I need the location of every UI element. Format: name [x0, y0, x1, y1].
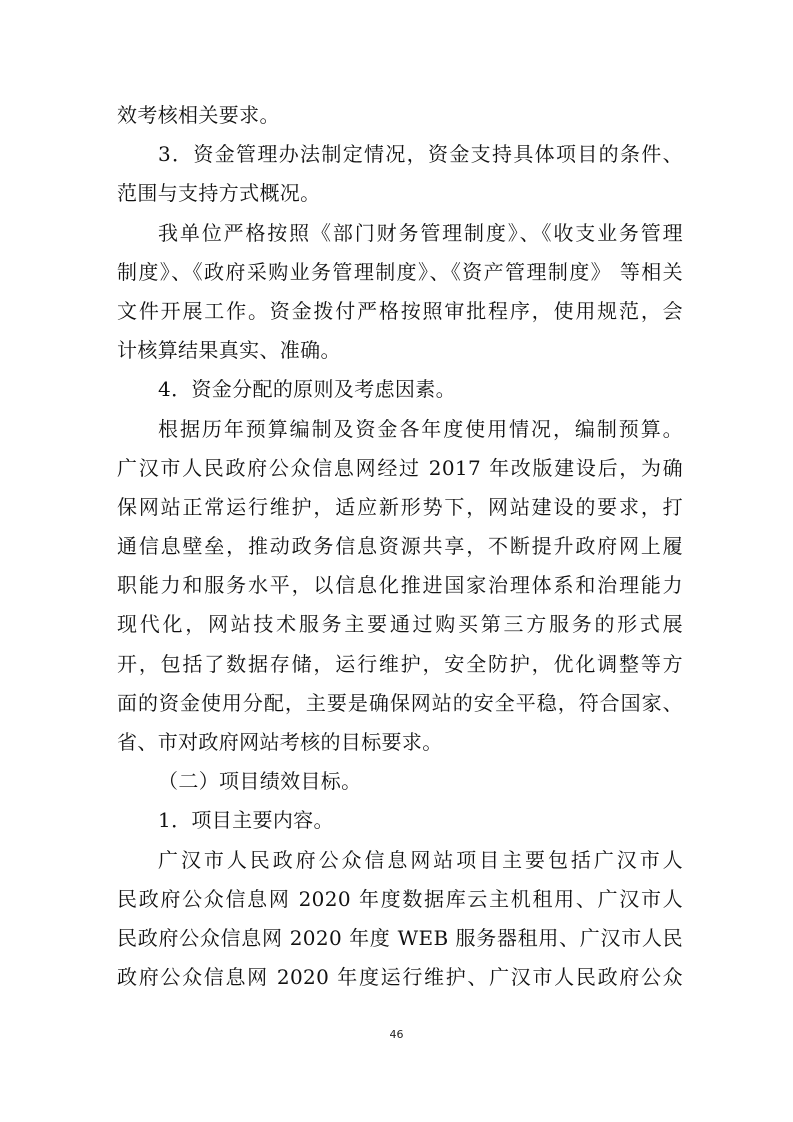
- text-line: 保网站正常运行维护，适应新形势下，网站建设的要求，打: [117, 494, 683, 519]
- text-line: 开，包括了数据存储，运行维护，安全防护，优化调整等方: [117, 651, 683, 676]
- text-line: 职能力和服务水平，以信息化推进国家治理体系和治理能力: [117, 573, 683, 598]
- text-line: 广汉市人民政府公众信息网经过 2017 年改版建设后，为确: [117, 455, 683, 480]
- text-line: 面的资金使用分配，主要是确保网站的安全平稳，符合国家、: [117, 690, 683, 715]
- text-line: （二）项目绩效目标。: [158, 769, 362, 794]
- text-line: 省、市对政府网站考核的目标要求。: [117, 730, 443, 754]
- text-line: 根据历年预算编制及资金各年度使用情况，编制预算。: [158, 416, 683, 441]
- text-line: 民政府公众信息网 2020 年度 WEB 服务器租用、广汉市人民: [117, 925, 683, 950]
- text-line: 我单位严格按照《部门财务管理制度》、《收支业务管理: [158, 220, 683, 245]
- text-line: 现代化，网站技术服务主要通过购买第三方服务的形式展: [117, 612, 683, 637]
- text-line: 效考核相关要求。: [117, 103, 280, 127]
- text-line: 政府公众信息网 2020 年度运行维护、广汉市人民政府公众: [117, 965, 683, 990]
- text-line: 广汉市人民政府公众信息网站项目主要包括广汉市人: [158, 847, 683, 872]
- body-text: [117, 96, 683, 997]
- text-line: 文件开展工作。资金拨付严格按照审批程序，使用规范，会: [117, 298, 683, 323]
- text-line: 4．资金分配的原则及考虑因素。: [158, 377, 456, 402]
- text-line: 1．项目主要内容。: [158, 808, 334, 833]
- page-number: 46: [389, 1028, 404, 1041]
- text-line: 计核算结果真实、准确。: [117, 338, 341, 363]
- text-line: 3．资金管理办法制定情况，资金支持具体项目的条件、: [158, 142, 683, 167]
- text-line: 范围与支持方式概况。: [117, 181, 321, 206]
- text-line: 制度》、《政府采购业务管理制度》、《资产管理制度》 等相关: [117, 259, 683, 284]
- text-line: 民政府公众信息网 2020 年度数据库云主机租用、广汉市人: [117, 886, 683, 911]
- text-line: 通信息壁垒，推动政务信息资源共享，不断提升政府网上履: [117, 534, 683, 559]
